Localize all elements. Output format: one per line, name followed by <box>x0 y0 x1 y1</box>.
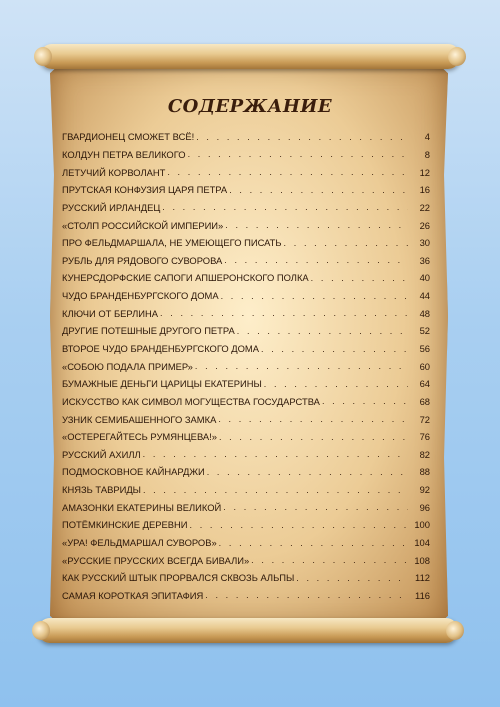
toc-entry-title: ГВАРДИОНЕЦ СМОЖЕТ ВСЁ! <box>62 131 195 143</box>
dot-leader <box>284 238 408 248</box>
toc-entry-page: 22 <box>419 201 430 213</box>
toc-entry[interactable] <box>62 216 430 234</box>
toc-entry-title: «СТОЛП РОССИЙСКОЙ ИМПЕРИИ» <box>62 219 224 231</box>
toc-entry[interactable] <box>62 199 430 217</box>
toc-entry-page: 108 <box>414 554 430 566</box>
toc-entry-page: 72 <box>419 413 430 425</box>
toc-entry-title: «РУССКИЕ ПРУССКИХ ВСЕГДА БИВАЛИ» <box>62 554 250 566</box>
dot-leader <box>162 202 408 212</box>
dot-leader <box>311 273 408 283</box>
dot-leader <box>196 132 408 142</box>
toc-entry-title: КАК РУССКИЙ ШТЫК ПРОРВАЛСЯ СКВОЗЬ АЛЬПЫ <box>62 572 295 584</box>
toc-entry-page: 56 <box>419 343 430 354</box>
toc-entry[interactable] <box>62 304 430 322</box>
toc-entry[interactable] <box>62 551 430 569</box>
toc-entry[interactable] <box>62 534 430 552</box>
dot-leader <box>322 396 408 406</box>
toc-entry-page: 76 <box>419 431 430 443</box>
toc-entry[interactable] <box>62 428 430 446</box>
toc-entry-page: 82 <box>419 448 430 460</box>
toc-entry-page: 30 <box>419 237 430 249</box>
toc-entry-page: 96 <box>419 501 430 513</box>
toc-entry-title: РУССКИЙ АХИЛЛ <box>62 448 141 460</box>
toc-entry-page: 52 <box>419 325 430 337</box>
toc-entry-page: 12 <box>419 166 430 178</box>
toc-entry-title: БУМАЖНЫЕ ДЕНЬГИ ЦАРИЦЫ ЕКАТЕРИНЫ <box>62 378 262 390</box>
toc-entry[interactable] <box>62 393 430 411</box>
dot-leader <box>190 520 409 530</box>
dot-leader <box>219 432 408 442</box>
toc-entry-title: САМАЯ КОРОТКАЯ ЭПИТАФИЯ <box>62 589 204 601</box>
toc-entry[interactable] <box>62 516 430 534</box>
scroll-bottom-roll <box>38 618 458 643</box>
toc-entry-page: 48 <box>419 307 430 319</box>
toc-entry[interactable] <box>62 463 430 481</box>
dot-leader <box>160 308 408 318</box>
toc-entry-title: КЛЮЧИ ОТ БЕРЛИНА <box>62 307 159 319</box>
toc-entry[interactable] <box>62 340 430 358</box>
dot-leader <box>143 449 408 459</box>
toc-entry[interactable] <box>62 128 430 146</box>
dot-leader <box>207 467 408 477</box>
toc-entry-title: АМАЗОНКИ ЕКАТЕРИНЫ ВЕЛИКОЙ <box>62 501 222 513</box>
page-title: СОДЕРЖАНИЕ <box>167 96 333 117</box>
toc-entry-title: РУБЛЬ ДЛЯ РЯДОВОГО СУВОРОВА <box>62 254 223 266</box>
toc-entry-title: «СОБОЮ ПОДАЛА ПРИМЕР» <box>62 360 193 372</box>
toc-entry[interactable] <box>62 446 430 464</box>
toc-entry-title: ПРУТСКАЯ КОНФУЗИЯ ЦАРЯ ПЕТРА <box>62 184 228 196</box>
dot-leader <box>188 149 408 159</box>
toc-entry[interactable] <box>62 287 430 305</box>
toc-entry-page: 26 <box>419 219 430 231</box>
toc-entry[interactable] <box>62 410 430 428</box>
toc-entry-title: ПОДМОСКОВНОЕ КАЙНАРДЖИ <box>62 466 205 478</box>
scroll-top-roll <box>40 44 460 69</box>
dot-leader <box>225 220 408 230</box>
toc-entry[interactable] <box>62 146 430 164</box>
toc-entry-page: 104 <box>414 537 430 549</box>
toc-entry-page: 36 <box>419 254 430 266</box>
toc-entry[interactable] <box>62 269 430 287</box>
toc-entry-title: КНЯЗЬ ТАВРИДЫ <box>62 484 141 496</box>
toc-entry-page: 116 <box>415 589 430 601</box>
toc-entry-title: «УРА! ФЕЛЬДМАРШАЛ СУВОРОВ» <box>62 537 217 549</box>
toc-entry-title: УЗНИК СЕМИБАШЕННОГО ЗАМКА <box>62 413 217 425</box>
toc-entry[interactable] <box>62 481 430 499</box>
dot-leader <box>205 590 408 600</box>
toc-entry-title: ДРУГИЕ ПОТЕШНЫЕ ДРУГОГО ПЕТРА <box>62 325 235 337</box>
toc-entry-page: 8 <box>424 148 430 160</box>
toc-entry[interactable] <box>62 357 430 375</box>
toc-entry[interactable] <box>62 375 430 393</box>
dot-leader <box>143 485 408 495</box>
dot-leader <box>223 502 408 512</box>
toc-entry[interactable] <box>62 251 430 269</box>
toc-entry-page: 16 <box>419 184 430 196</box>
dot-leader <box>221 291 408 301</box>
toc-entry-title: ВТОРОЕ ЧУДО БРАНДЕНБУРГСКОГО ДОМА <box>62 343 259 354</box>
toc-entry-title: ЛЕТУЧИЙ КОРВОЛАНТ <box>62 166 166 178</box>
dot-leader <box>261 344 408 354</box>
toc-entry[interactable] <box>62 234 430 252</box>
dot-leader <box>218 414 408 424</box>
toc-entry[interactable] <box>62 163 430 181</box>
toc-entry-page: 68 <box>419 395 430 407</box>
toc-entry-title: РУССКИЙ ИРЛАНДЕЦ <box>62 201 161 213</box>
toc-entry-page: 64 <box>419 378 430 390</box>
dot-leader <box>237 326 408 336</box>
table-of-contents <box>62 128 430 604</box>
toc-entry-page: 4 <box>424 131 430 143</box>
toc-entry-page: 60 <box>419 360 430 372</box>
toc-entry[interactable] <box>62 181 430 199</box>
dot-leader <box>251 555 408 565</box>
toc-entry-page: 100 <box>414 519 430 531</box>
toc-entry[interactable] <box>62 587 430 605</box>
toc-entry-page: 112 <box>415 572 430 584</box>
toc-entry-page: 40 <box>419 272 430 284</box>
dot-leader <box>224 255 408 265</box>
toc-entry-title: ЧУДО БРАНДЕНБУРГСКОГО ДОМА <box>62 290 219 302</box>
dot-leader <box>219 538 408 548</box>
toc-entry-page: 44 <box>419 290 430 302</box>
toc-entry[interactable] <box>62 498 430 516</box>
toc-entry-page: 88 <box>419 466 430 478</box>
toc-entry-title: ПОТЁМКИНСКИЕ ДЕРЕВНИ <box>62 519 188 531</box>
toc-entry-title: «ОСТЕРЕГАЙТЕСЬ РУМЯНЦЕВА!» <box>62 431 217 443</box>
toc-entry[interactable] <box>62 322 430 340</box>
toc-entry-title: ПРО ФЕЛЬДМАРШАЛА, НЕ УМЕЮЩЕГО ПИСАТЬ <box>62 237 282 249</box>
toc-entry[interactable] <box>62 569 430 587</box>
dot-leader <box>229 185 408 195</box>
dot-leader <box>264 379 408 389</box>
toc-entry-title: ИСКУССТВО КАК СИМВОЛ МОГУЩЕСТВА ГОСУДАРСТВА <box>62 395 320 407</box>
dot-leader <box>195 361 408 371</box>
toc-entry-title: КОЛДУН ПЕТРА ВЕЛИКОГО <box>62 148 186 160</box>
dot-leader <box>296 573 408 583</box>
toc-entry-title: КУНЕРСДОРФСКИЕ САПОГИ АПШЕРОНСКОГО ПОЛКА <box>62 272 309 284</box>
dot-leader <box>167 167 408 177</box>
toc-entry-page: 92 <box>419 484 430 496</box>
